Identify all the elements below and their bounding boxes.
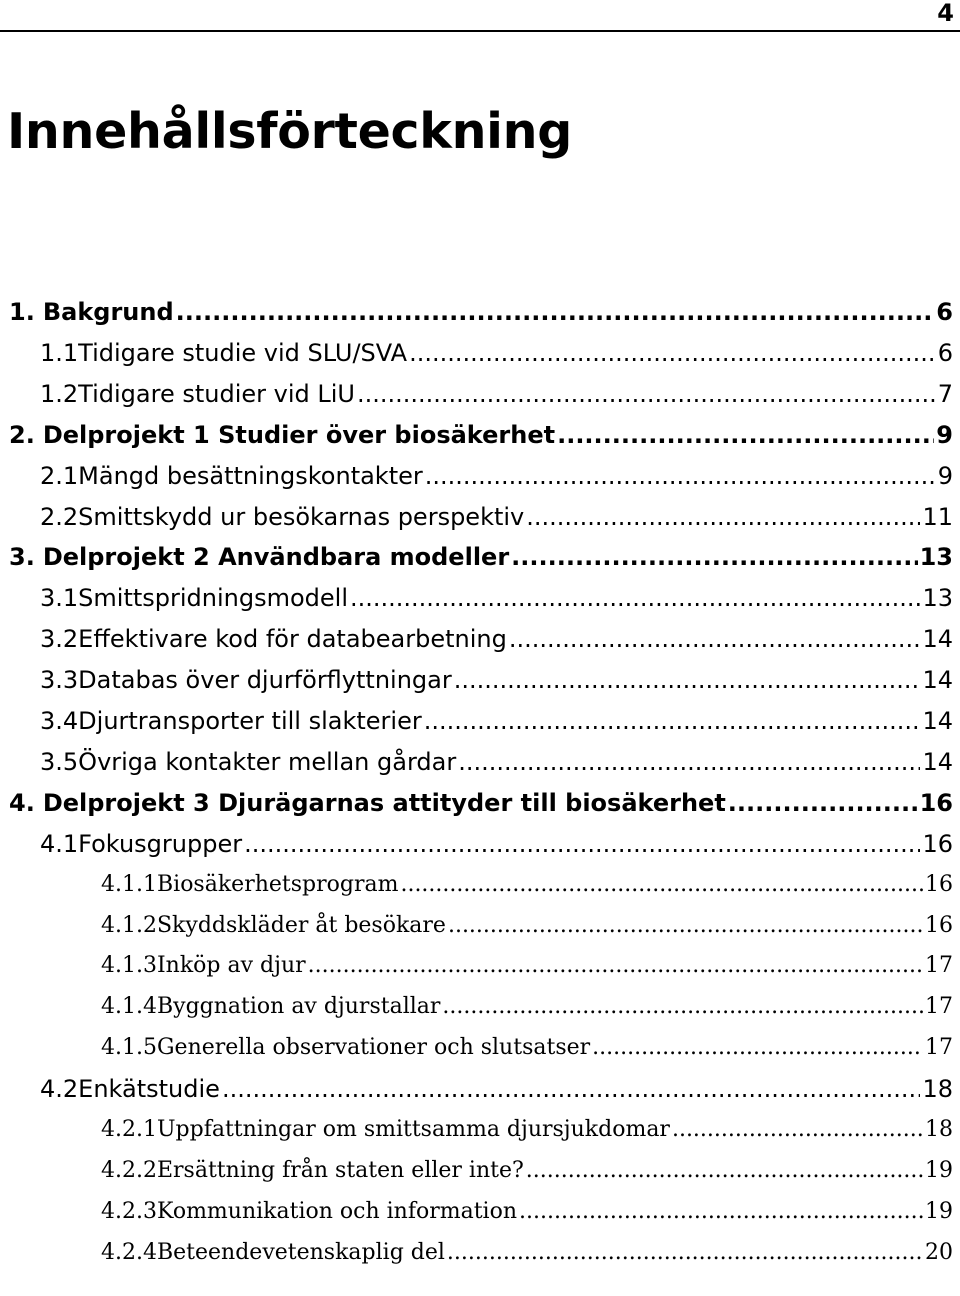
toc-entry[interactable] [101, 1028, 953, 1068]
toc-dot-leader [592, 1028, 923, 1068]
toc-entry-number: 4.1.5 [101, 1035, 157, 1061]
toc-entry-page: 13 [919, 543, 953, 572]
toc-dot-leader [557, 415, 934, 455]
toc-entry-label: Smittspridningsmodell [78, 584, 349, 613]
toc-entry-page: 17 [925, 953, 953, 979]
toc-entry-number: 3.2 [40, 625, 79, 654]
toc-entry-page: 9 [937, 461, 953, 490]
toc-entry-label: Tidigare studier vid LiU [78, 379, 355, 408]
toc-entry[interactable] [101, 987, 953, 1027]
toc-entry[interactable] [9, 415, 953, 455]
toc-entry-label: Bakgrund [42, 298, 174, 326]
toc-entry-label: Uppfattningar om smittsamma djursjukdomar [156, 1117, 670, 1142]
toc-dot-leader [672, 1110, 923, 1150]
toc-dot-leader [442, 987, 923, 1027]
toc-entry-page: 17 [925, 1035, 953, 1061]
toc-dot-leader [350, 578, 920, 618]
toc-entry-label: Biosäkerhetsprogram [156, 871, 399, 897]
toc-entry-page: 19 [925, 1157, 953, 1183]
toc-dot-leader [357, 374, 936, 414]
toc-dot-leader [425, 456, 936, 496]
toc-dot-leader [447, 1233, 923, 1273]
toc-entry[interactable] [101, 1192, 953, 1232]
toc-entry-label: Djurtransporter till slakterier [78, 707, 422, 735]
toc-dot-leader [526, 497, 920, 537]
toc-entry-label: Databas över djurförflyttningar [78, 666, 452, 695]
toc-dot-leader [424, 701, 921, 741]
toc-dot-leader [448, 906, 923, 946]
toc-entry-number: 3.5 [40, 747, 79, 776]
toc-dot-leader [458, 742, 920, 782]
toc-entry[interactable] [40, 701, 953, 741]
toc-entry-page: 16 [925, 912, 953, 938]
toc-entry[interactable] [40, 1069, 953, 1109]
toc-dot-leader [244, 824, 920, 864]
toc-entry-label: Inköp av djur [156, 953, 306, 979]
toc-entry-page: 18 [922, 1075, 953, 1104]
toc-dot-leader [519, 1192, 923, 1232]
toc-entry-page: 14 [922, 747, 953, 776]
toc-entry-page: 14 [922, 666, 953, 695]
toc-entry[interactable] [40, 333, 953, 373]
toc-entry-number: 3. [9, 543, 35, 572]
toc-entry-number: 3.3 [40, 666, 79, 695]
toc-entry[interactable] [101, 1151, 953, 1191]
toc-entry-number: 1.2 [40, 379, 79, 408]
toc-entry-label: Smittskydd ur besökarnas perspektiv [78, 502, 525, 531]
toc-entry-number: 4.2.2 [101, 1157, 157, 1183]
toc-dot-leader [526, 1151, 923, 1191]
toc-entry-number: 4.1.4 [101, 994, 157, 1020]
toc-entry-page: 13 [922, 584, 953, 613]
toc-entry-label: Kommunikation och information [156, 1198, 518, 1224]
toc-entry[interactable] [9, 783, 953, 823]
toc-entry[interactable] [9, 537, 953, 577]
toc-entry-number: 1. [9, 298, 35, 326]
toc-entry-page: 18 [925, 1117, 953, 1142]
toc-entry-page: 14 [922, 707, 953, 735]
toc-dot-leader [308, 946, 923, 986]
toc-entry-label: Skyddskläder åt besökare [156, 912, 446, 938]
toc-entry[interactable] [40, 660, 953, 700]
toc-entry[interactable] [40, 578, 953, 618]
toc-entry-label: Fokusgrupper [78, 829, 243, 858]
toc-dot-leader [409, 333, 936, 373]
toc-dot-leader [400, 865, 923, 905]
toc-entry-number: 4.2.4 [101, 1239, 157, 1265]
toc-entry-page: 14 [922, 625, 953, 654]
toc-dot-leader [176, 292, 935, 332]
toc-entry[interactable] [40, 456, 953, 496]
toc-entry-number: 3.4 [40, 707, 79, 735]
toc-entry-page: 16 [922, 829, 953, 858]
toc-entry-number: 4.1.2 [101, 912, 157, 938]
toc-entry-page: 17 [925, 994, 953, 1020]
toc-dot-leader [728, 783, 918, 823]
toc-entry[interactable] [101, 865, 953, 905]
toc-entry-label: Effektivare kod för databearbetning [78, 625, 507, 654]
toc-entry-page: 16 [919, 788, 953, 817]
toc-entry-number: 4.2.3 [101, 1198, 157, 1224]
toc-entry-label: Enkätstudie [78, 1075, 220, 1104]
toc-dot-leader [511, 537, 917, 577]
toc-entry-label: Delprojekt 1 Studier över biosäkerhet [42, 420, 556, 449]
toc-entry-number: 3.1 [40, 584, 79, 613]
toc-entry-label: Delprojekt 2 Användbara modeller [42, 543, 510, 572]
toc-entry[interactable] [101, 946, 953, 986]
page-number: 4 [937, 0, 954, 27]
toc-entry-label: Delprojekt 3 Djurägarnas attityder till biosäkerhet [42, 788, 726, 817]
toc-entry-page: 7 [937, 379, 953, 408]
toc-entry-number: 4.2.1 [101, 1117, 157, 1142]
toc-entry-number: 1.1 [40, 338, 79, 367]
header-rule [0, 30, 960, 32]
toc-entry-label: Generella observationer och slutsatser [156, 1035, 591, 1061]
toc-entry-label: Tidigare studie vid SLU/SVA [78, 338, 408, 367]
toc-entry-label: Ersättning från staten eller inte? [156, 1157, 524, 1183]
toc-entry[interactable] [40, 497, 953, 537]
toc-entry-page: 6 [937, 338, 953, 367]
toc-entry-number: 4.2 [40, 1075, 79, 1104]
toc-entry-number: 4.1.3 [101, 953, 157, 979]
toc-entry-page: 20 [925, 1239, 953, 1265]
toc-entry-label: Övriga kontakter mellan gårdar [78, 747, 457, 776]
toc-entry[interactable] [40, 374, 953, 414]
toc-entry-label: Mängd besättningskontakter [78, 461, 423, 490]
toc-entry-label: Beteendevetenskaplig del [156, 1239, 445, 1265]
toc-entry[interactable] [40, 742, 953, 782]
toc-entry-number: 4.1 [40, 829, 79, 858]
toc-entry[interactable] [101, 1110, 953, 1150]
toc-entry[interactable] [40, 619, 953, 659]
toc-entry-number: 2.2 [40, 502, 79, 531]
page-title: Innehållsförteckning [7, 103, 573, 160]
toc-dot-leader [222, 1069, 921, 1109]
toc-entry[interactable] [101, 906, 953, 946]
toc-entry-number: 4. [9, 788, 35, 817]
toc-entry-page: 6 [936, 298, 953, 326]
toc-entry-number: 4.1.1 [101, 871, 157, 897]
toc-entry-page: 11 [922, 502, 953, 531]
toc-entry-number: 2. [9, 420, 35, 449]
toc-entry[interactable] [9, 292, 953, 332]
toc-entry[interactable] [101, 1233, 953, 1273]
toc-entry[interactable] [40, 824, 953, 864]
toc-entry-number: 2.1 [40, 461, 79, 490]
toc-dot-leader [509, 619, 921, 659]
toc-dot-leader [454, 660, 921, 700]
toc-entry-label: Byggnation av djurstallar [156, 994, 441, 1020]
toc-entry-page: 16 [925, 871, 953, 897]
toc-entry-page: 9 [936, 420, 953, 449]
toc-entry-page: 19 [925, 1198, 953, 1224]
